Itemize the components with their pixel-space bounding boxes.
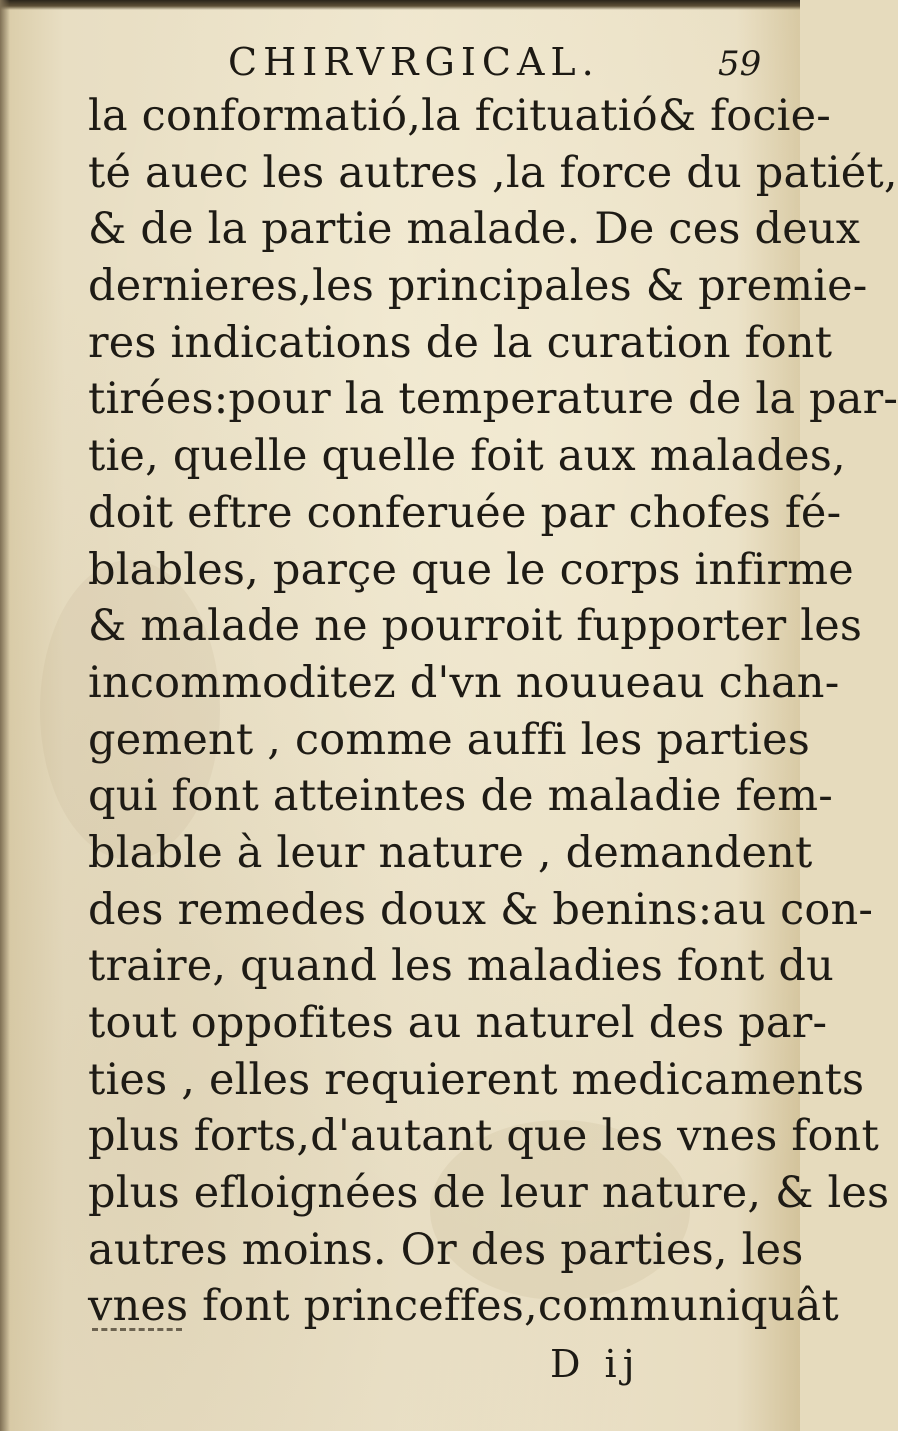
text-line: des remedes doux & benins:au con- [88,884,874,935]
text-line: tie, quelle quelle foit aux malades, [88,431,846,482]
text-line: plus efloignées de leur nature, & les [88,1168,890,1219]
text-line: vnes font princeffes,communiquât [88,1281,839,1332]
page-gutter-shadow [0,0,10,1431]
page-number: 59 [718,44,762,84]
text-line: blable à leur nature , demandent [88,827,813,878]
running-head-title: CHIRVRGICAL. [228,40,600,84]
text-line: tirées:pour la temperature de la par- [88,374,898,425]
text-line: doit eftre conferuée par chofes fé- [88,487,842,538]
text-line: autres moins. Or des parties, les [88,1224,804,1275]
text-line: & de la partie malade. De ces deux [88,204,861,255]
text-line: blables, parçe que le corps infirme [88,544,854,595]
signature-mark: D ij [550,1342,641,1386]
text-line: té auec les autres ,la force du patiét, [88,147,898,198]
text-line: incommoditez d'vn nouueau chan- [88,657,840,708]
text-line: traire, quand les maladies font du [88,941,834,992]
body-text [88,88,898,1335]
underline-mark [92,1328,182,1334]
text-line: tout oppofites au naturel des par- [88,998,828,1048]
text-line: ties , elles requierent medicaments [88,1054,865,1105]
text-line: qui font atteintes de maladie fem- [88,771,833,822]
text-line: res indications de la curation font [88,317,833,368]
text-line: plus forts,d'autant que les vnes font [88,1111,879,1162]
text-line: gement , comme auffi les parties [88,714,810,765]
text-line: la conformatió,la fcituatió& focie- [88,91,831,141]
text-line: dernieres,les principales & premie- [88,261,868,312]
text-line: & malade ne pourroit fupporter les [88,601,863,652]
page-top-edge [0,0,800,10]
